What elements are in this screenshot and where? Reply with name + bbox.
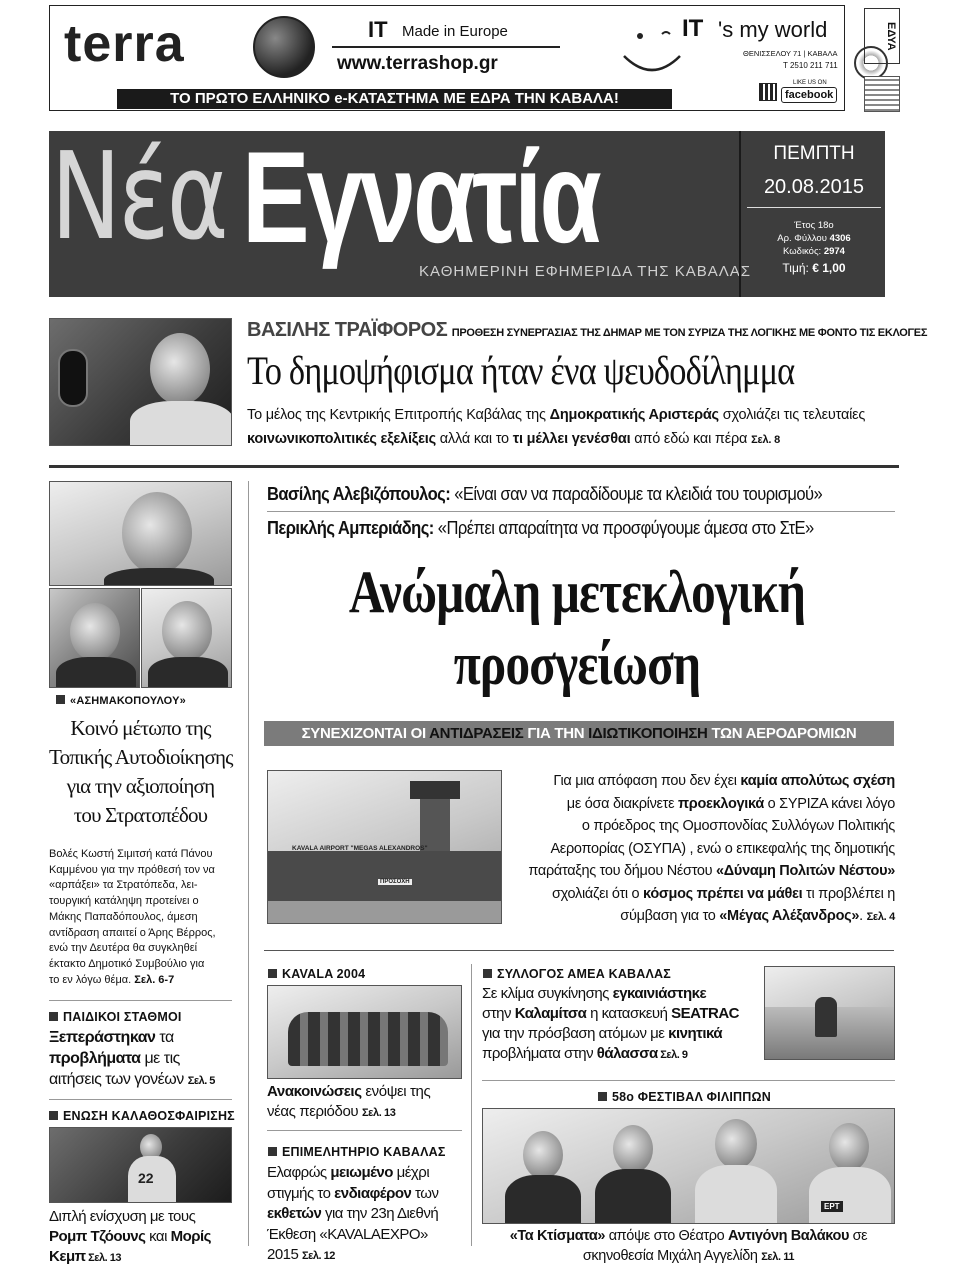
main-page-ref: Σελ. 4 <box>866 911 895 923</box>
ad-side-logo <box>864 76 900 112</box>
facebook-link[interactable]: facebook <box>781 87 837 103</box>
team-players <box>288 1012 448 1066</box>
masthead-price <box>741 261 887 276</box>
airport-notice: ΠΡΟΣΟΧΗ <box>380 879 410 885</box>
left-story-body: Βολές Κωστή Σιμιτσή κατά Πάνου Καμμένου για την πρόθεσή τον να «αρπάξει» τα Στρατόπεδα, λει- τουργική κατάληψη προτείνει ο Μάκης Παπαδόπουλος, άμεση αντίδραση απαιτεί ο Άρης Βέρρος, ενώ την Δευτέρα θα συγκληθεί έκτακτο Δημοτικό Συμβούλιο για το εν λόγω θέμα. Σελ. 6-7 <box>49 848 216 986</box>
seatrac-figure <box>815 997 837 1037</box>
right-story2-page-ref: Σελ. 11 <box>761 1251 795 1263</box>
left-photo-top <box>49 481 232 586</box>
masthead <box>49 124 885 297</box>
traiforos-photo <box>49 318 232 446</box>
left-divider-2 <box>49 1099 232 1100</box>
left-story3-kicker: ΕΝΩΣΗ ΚΑΛΑΘΟΣΦΑΙΡΙΣΗΣ <box>49 1108 235 1124</box>
left-story3-body[interactable]: Διπλή ενίσχυση με τους Ρομπ Τζόουνς και Μορίς Κεμπ Σελ. 13 <box>49 1208 211 1265</box>
main-band-5: ΤΩΝ ΑΕΡΟΔΡΟΜΙΩΝ <box>707 725 857 742</box>
main-quote-2: Περικλής Αμπεριάδης: «Πρέπει απαραίτητα να προσφύγουμε άμεσα στο ΣτΕ» <box>267 518 814 538</box>
masthead-date: 20.08.2015 <box>763 176 865 198</box>
left-photo-bottom-left <box>49 588 140 688</box>
left-photo-bottom-right <box>141 588 232 688</box>
story1-headline[interactable]: Το δημοψήφισμα ήταν ένα ψευδοδίλημμα <box>247 348 795 393</box>
globe-icon <box>253 16 315 78</box>
section-divider <box>49 465 899 468</box>
smiley-icon <box>618 20 684 80</box>
right-story2-body[interactable]: «Τα Κτίσματα» απόψε στο Θέατρο Αντιγόνη Βαλάκου σε σκηνοθεσία Μιχάλη Αγγελίδη Σελ. 11 <box>509 1228 868 1264</box>
main-band-1: ΣΥΝΕΧΙΖΟΝΤΑΙ ΟΙ <box>301 725 430 742</box>
column-separator-2 <box>471 964 472 1246</box>
ad-address: ΘΕΝΙΣΣΕΛΟΥ 71 | ΚΑΒΑΛΑ <box>743 49 838 58</box>
masthead-title-bold: Εγνατία <box>242 124 599 270</box>
masthead-day: ΠΕΜΠΤΗ <box>773 143 855 164</box>
ad-brand: terra <box>64 15 185 73</box>
story1-page-ref: Σελ. 8 <box>751 434 781 446</box>
masthead-subtitle: ΚΑΘΗΜΕΡΙΝΗ ΕΦΗΜΕΡΙΔΑ ΤΗΣ ΚΑΒΑΛΑΣ <box>419 263 752 280</box>
ad-divider <box>332 46 560 48</box>
festival-photo <box>482 1108 895 1224</box>
masthead-info-panel <box>739 131 885 297</box>
team-photo <box>267 985 462 1079</box>
right-story1-page-ref: Σελ. 9 <box>657 1049 688 1061</box>
main-band <box>264 721 894 746</box>
seatrac-photo <box>764 966 895 1060</box>
airport-photo <box>267 770 502 924</box>
masthead-issue-label: Αρ. Φύλλου <box>777 233 827 244</box>
right-story1-body[interactable]: Σε κλίμα συγκίνησης εγκαινιάστηκε στην Καλαμίτσα η κατασκευή SEATRAC για την πρόσβαση ατόμων με κινητικά προβλήματα στην θάλασσα Σελ. 9 <box>482 985 740 1062</box>
story1-line-1: Το μέλος της Κεντρικής Επιτροπής Καβάλας της Δημοκρατικής Αριστεράς σχολιάζει τις τελευταίες <box>247 407 866 423</box>
story1-kicker-text: ΠΡΟΘΕΣΗ ΣΥΝΕΡΓΑΣΙΑΣ ΤΗΣ ΔΗΜΑΡ ΜΕ ΤΟΝ ΣΥΡΙΖΑ ΤΗΣ ΛΟΓΙΚΗΣ ΜΕ ΦΟΝΤΟ ΤΙΣ ΕΚΛΟΓΕΣ <box>451 327 928 339</box>
masthead-price-label: Τιμή: <box>782 261 809 275</box>
masthead-year: Έτος 18ο <box>794 220 834 231</box>
basketball-photo <box>49 1127 232 1203</box>
left-story2-page-ref: Σελ. 5 <box>187 1075 215 1087</box>
main-body: Για μια απόφαση που δεν έχει καμία απολύτως σχέση με όσα διακρίνετε προεκλογικά ο ΣΥΡΙΖΑ κάνει λόγο ο πρόεδρος της Ομοσπονδίας Συλλόγων Πολιτικής Αεροπορίας (ΟΣΥΠΑ) , ενώ ο επικεφαλής της δημοτικής παράταξης του δήμου Νέστου «Δύναμη Πολιτών Νέστου» σχολιάζει ότι ο κόσμος πρέπει να μάθει τι προβλέπει η σύμβαση για το «Μέγας Αλέξανδρος». Σελ. 4 <box>528 773 895 924</box>
ad-phone: T 2510 211 711 <box>783 61 838 70</box>
masthead-code <box>741 246 887 258</box>
masthead-code-label: Κωδικός: <box>783 246 822 257</box>
microphone-icon <box>58 349 88 407</box>
mid-story1-page-ref: Σελ. 13 <box>361 1107 396 1119</box>
masthead-price-value: € 1,00 <box>812 261 846 275</box>
right-story1-kicker: ΣΥΛΛΟΓΟΣ ΑΜΕΑ ΚΑΒΑΛΑΣ <box>483 966 671 982</box>
story1-body <box>247 403 897 452</box>
ad-website[interactable]: www.terrashop.gr <box>337 53 498 74</box>
airport-sign: KAVALA AIRPORT "MEGAS ALEXANDROS" <box>292 845 428 852</box>
mid-story1-body[interactable]: Ανακοινώσεις ενόψει της νέας περιόδου Σελ. 13 <box>267 1083 431 1120</box>
left-story-page-ref: Σελ. 6-7 <box>134 973 175 986</box>
main-quote-1: Βασίλης Αλεβιζόπουλος: «Είναι σαν να παραδίδουμε τα κλειδιά του τουρισμού» <box>267 484 823 504</box>
ad-side-mark: ΕΔΥΑ <box>864 8 900 64</box>
ad-it-made: IT <box>368 17 388 42</box>
left-story-kicker: «ΑΣΗΜΑΚΟΠΟΥΛΟΥ» <box>56 694 186 708</box>
ad-it-world: IT <box>682 15 704 42</box>
airport-building <box>268 851 502 901</box>
main-bottom-divider <box>264 950 894 951</box>
mid-story2-body[interactable]: Ελαφρώς μειωμένο μέχρι στιγμής το ενδιαφέρον των εκθετών για την 23η Διεθνή Έκθεση «KAVALAEXPO» 2015 Σελ. 12 <box>267 1164 439 1263</box>
main-band-4: ΙΔΙΩΤΙΚΟΠΟΙΗΣΗ <box>588 725 708 742</box>
left-story3-page-ref: Σελ. 13 <box>85 1252 121 1264</box>
airport-tower-top <box>410 781 460 799</box>
story1-name: ΒΑΣΙΛΗΣ ΤΡΑΪΦΟΡΟΣ <box>247 319 448 341</box>
column-separator <box>248 481 249 1246</box>
mid-story1-kicker: KAVALA 2004 <box>268 966 365 982</box>
mid-divider <box>267 1130 462 1131</box>
story1-line-2: κοινωνικοπολιτικές εξελίξεις αλλά και το τι μέλλει γενέσθαι από εδώ και πέρα Σελ. 8 <box>247 431 781 447</box>
left-story2-body[interactable]: Ξεπεράστηκαν τα προβλήματα με τις αιτήσεις των γονέων Σελ. 5 <box>49 1029 215 1088</box>
airport-ground <box>268 901 502 924</box>
left-story-headline[interactable]: Κοινό μέτωπο της Τοπικής Αυτοδιοίκησης για την αξιοποίηση του Στρατοπέδου <box>49 716 233 827</box>
ad-banner <box>49 5 845 111</box>
masthead-divider <box>747 207 881 208</box>
mid-story2-page-ref: Σελ. 12 <box>302 1250 335 1262</box>
main-quote-divider <box>267 511 895 512</box>
ad-made-in-europe: Made in Europe <box>402 23 508 40</box>
left-divider-1 <box>49 1000 232 1001</box>
main-band-3: ΓΙΑ ΤΗΝ <box>523 725 589 742</box>
masthead-code-value: 2974 <box>823 246 845 257</box>
ad-tagline: ΤΟ ΠΡΩΤΟ ΕΛΛΗΝΙΚΟ e-ΚΑΤΑΣΤΗΜΑ ΜΕ ΕΔΡΑ ΤΗΝ ΚΑΒΑΛΑ! <box>117 89 672 109</box>
right-divider <box>482 1080 895 1081</box>
festival-mic-label: ΕΡΤ <box>821 1201 843 1212</box>
right-story2-kicker: 58ο ΦΕΣΤΙΒΑΛ ΦΙΛΙΠΠΩΝ <box>598 1089 771 1105</box>
masthead-title-light: Νέα <box>51 128 227 267</box>
qr-code-icon <box>759 83 777 101</box>
masthead-issue <box>741 233 887 245</box>
basketball-jersey-number: 22 <box>138 1170 154 1186</box>
mid-story2-kicker: ΕΠΙΜΕΛΗΤΗΡΙΟ ΚΑΒΑΛΑΣ <box>268 1144 446 1160</box>
story1-kicker <box>247 318 928 345</box>
masthead-issue-value: 4306 <box>829 233 851 244</box>
left-story2-kicker: ΠΑΙΔΙΚΟΙ ΣΤΑΘΜΟΙ <box>49 1009 182 1025</box>
main-headline[interactable]: Ανώμαλη μετεκλογική προσγείωση <box>348 559 806 697</box>
ad-my-world: 's my world <box>718 17 828 42</box>
ad-like-us: LIKE US ON <box>793 80 827 86</box>
main-band-2: ΑΝΤΙΔΡΑΣΕΙΣ <box>429 725 524 742</box>
